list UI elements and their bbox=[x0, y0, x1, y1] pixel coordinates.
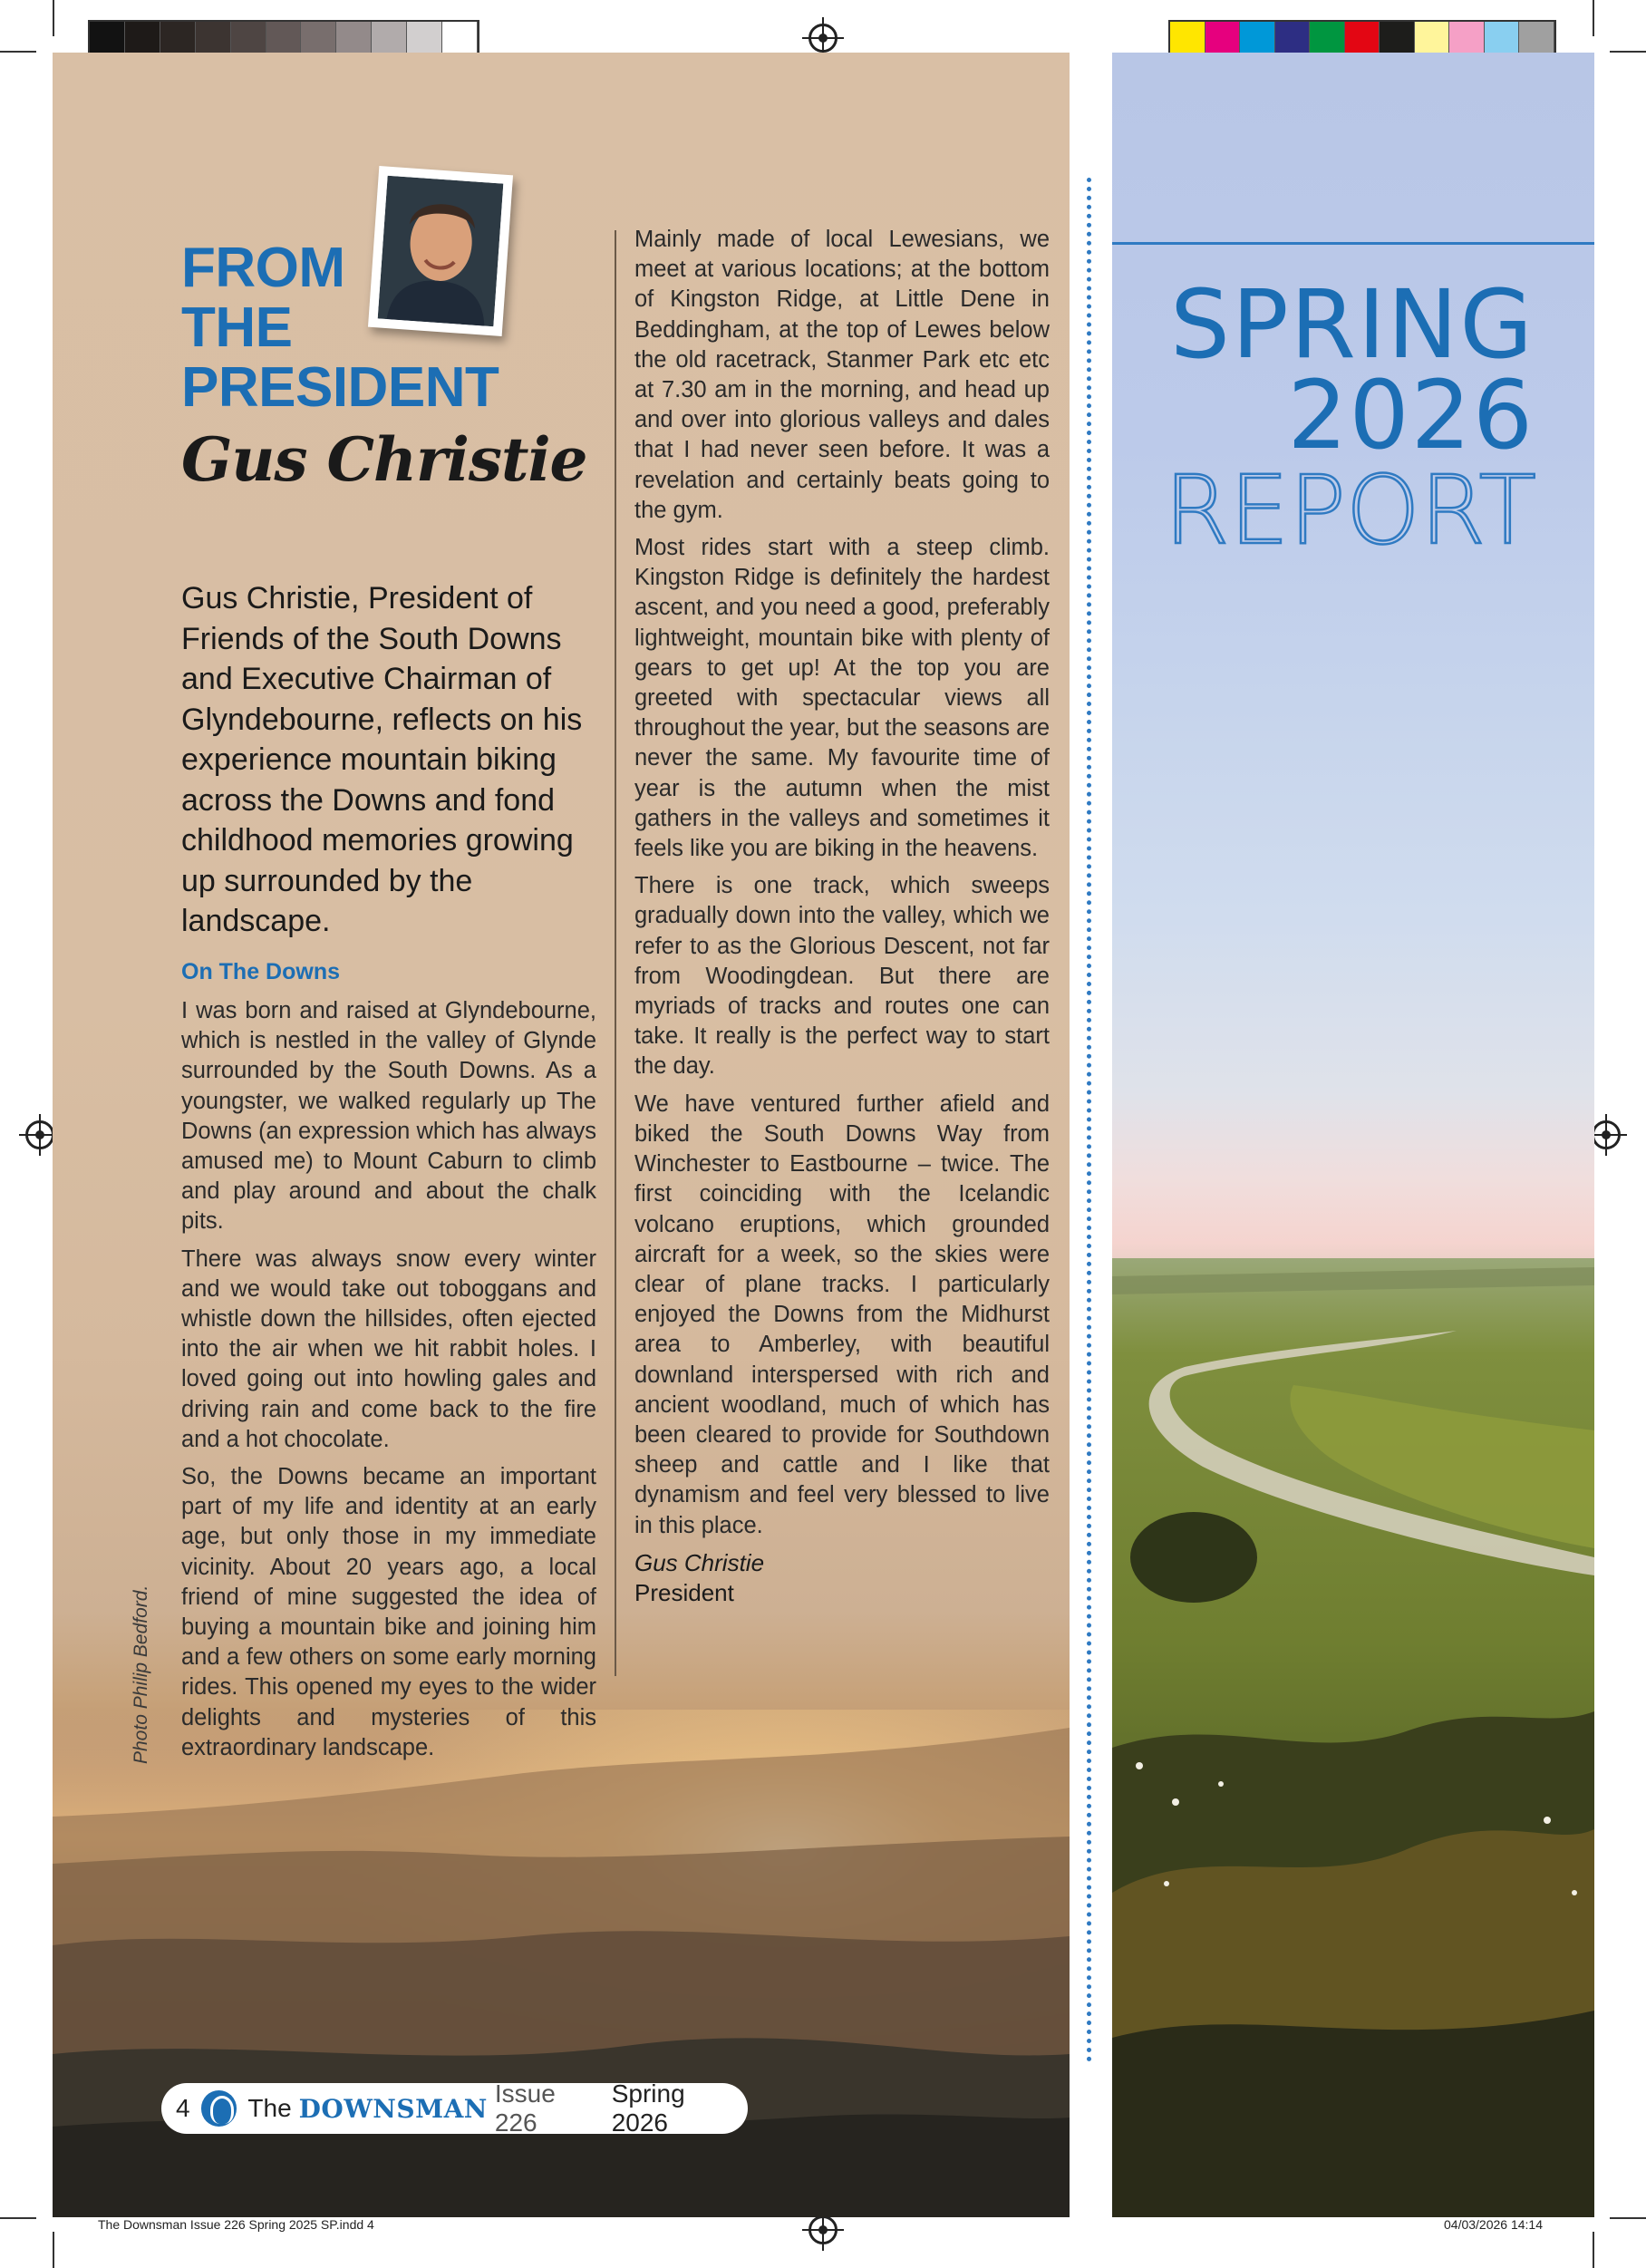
portrait-image bbox=[378, 176, 504, 327]
body-paragraph: I was born and raised at Glyndebourne, which is nestled in the valley of Glynde surrounded by the South Downs. As a youngster, we walked regularly up The Downs (an expression which has always amused me) to Mount Caburn to climb and play around and about the chalk pits. bbox=[181, 998, 596, 1235]
calibration-swatch bbox=[1205, 22, 1241, 54]
calibration-swatch bbox=[336, 22, 372, 54]
crop-mark bbox=[1610, 2217, 1646, 2219]
article-standfirst: Gus Christie, President of Friends of the South Downs and Executive Chairman of Glyndebourne, reflects on his experience mountain biking across the Downs and fond childhood memories growing up surrounded by the landscape. bbox=[181, 581, 583, 938]
title-spring: SPRING bbox=[1169, 269, 1535, 380]
title-report-wrapper bbox=[1164, 455, 1536, 566]
calibration-swatch bbox=[1449, 22, 1485, 54]
calibration-swatch bbox=[1310, 22, 1345, 54]
calibration-swatch bbox=[1519, 22, 1554, 54]
calibration-swatch bbox=[196, 22, 231, 54]
page-dotted-divider bbox=[1087, 178, 1091, 2063]
signoff-role: President bbox=[634, 1578, 734, 1606]
author-signature-name: Gus Christie bbox=[181, 424, 587, 495]
downsman-logo-icon bbox=[201, 2090, 237, 2127]
crop-mark bbox=[1593, 2232, 1594, 2268]
calibration-swatch bbox=[1485, 22, 1520, 54]
calibration-swatch bbox=[90, 22, 125, 54]
registration-mark-icon bbox=[1592, 1120, 1621, 1149]
page-number: 4 bbox=[176, 2094, 190, 2122]
title-year: 2026 bbox=[1287, 360, 1535, 470]
crop-mark bbox=[53, 2232, 54, 2268]
calibration-swatch bbox=[1345, 22, 1380, 54]
calibration-swatch bbox=[442, 22, 478, 54]
body-paragraph: So, the Downs became an important part of my life and identity at an early age, but only those in my immediate vicinity. About 20 years ago, a local friend of mine suggested the idea of buying a mountain bike and joining him and a few others on some early morning rides. This opened my eyes to the wider delights and mysteries of this extraordinary landscape. bbox=[181, 1464, 596, 1760]
footer-issue: Issue 226 bbox=[494, 2079, 556, 2137]
crop-mark bbox=[1610, 51, 1646, 53]
calibration-swatch bbox=[1275, 22, 1311, 54]
body-paragraph: Most rides start with a steep climb. Kingston Ridge is definitely the hardest ascent, and you need a good, preferably lightweight, mountain bike with plenty of gears to get up! At the top you are greeted with spectacular views all throughout the year, but the seasons are never the same. My favourite time of year is the autumn when the mist gathers in the valleys and sometimes it feels like you are biking in the heavens. bbox=[634, 535, 1050, 862]
crop-mark bbox=[0, 51, 36, 53]
page-footer-folio bbox=[161, 2079, 748, 2137]
registration-mark-icon bbox=[808, 24, 838, 53]
body-paragraph: Mainly made of local Lewesians, we meet at various locations; at the bottom of Kingston Ridge, at Little Dene in Beddingham, at the top of Lewes below the old racetrack, Stanmer Park etc etc at 7.30 am in the morning, and head up and over into glorious valleys and dales that I had never seen before. It was a revelation and certainly beats going to the gym. bbox=[634, 227, 1050, 523]
headline-line: PRESIDENT bbox=[181, 356, 499, 419]
slug-filename: The Downsman Issue 226 Spring 2025 SP.indd 4 bbox=[98, 2217, 374, 2232]
body-column-2 bbox=[634, 225, 1050, 1608]
author-portrait-photo bbox=[368, 166, 513, 336]
color-calibration-strip bbox=[1168, 20, 1556, 56]
crop-mark bbox=[0, 2217, 36, 2219]
calibration-swatch bbox=[1415, 22, 1450, 54]
left-page bbox=[53, 53, 1070, 2217]
footer-the: The bbox=[247, 2094, 292, 2122]
calibration-swatch bbox=[160, 22, 196, 54]
calibration-swatch bbox=[407, 22, 442, 54]
section-subheading: On The Downs bbox=[181, 959, 340, 984]
body-paragraph: We have ventured further afield and biked the South Downs Way from Winchester to Eastbourne – twice. The first coinciding with the Icelandic volcano eruptions, which grounded aircraft for a week, so the skies were clear of plane tracks. I particularly enjoyed the Downs from the Midhurst area to Amberley, with beautiful downland interspersed with rich and ancient woodland, much of which has been cleared to provide for Southdown sheep and cattle and I like that dynamism and feel very blessed to live in this place. bbox=[634, 1090, 1050, 1538]
calibration-swatch bbox=[301, 22, 336, 54]
footer-season: Spring 2026 bbox=[611, 2079, 685, 2137]
body-paragraph: There is one track, which sweeps gradually down into the valley, which we refer to as the Glorious Descent, not far from Woodingdean. But there are myriads of tracks and routes one can take. It really is the perfect way to start the day. bbox=[634, 873, 1050, 1080]
headline-line: THE bbox=[181, 296, 293, 359]
slug-timestamp: 04/03/2026 14:14 bbox=[1444, 2217, 1543, 2232]
sunrise-landscape-photo bbox=[53, 1710, 1070, 2217]
calibration-swatch bbox=[372, 22, 407, 54]
right-page bbox=[1112, 53, 1594, 2217]
body-paragraph: There was always snow every winter and we would take out toboggans and whistle down the hillsides, often ejected into the air when we hit rabbit holes. I loved going out into howling gales and driving rain and come back to the fire and a hot chocolate. bbox=[181, 1245, 596, 1452]
body-column-1 bbox=[181, 996, 596, 1770]
crop-mark bbox=[1593, 0, 1594, 36]
calibration-swatch bbox=[1240, 22, 1275, 54]
footer-brand: DOWNSMAN bbox=[298, 2093, 488, 2124]
calibration-swatch bbox=[125, 22, 160, 54]
calibration-swatch bbox=[1380, 22, 1415, 54]
calibration-swatch bbox=[231, 22, 266, 54]
signoff-name: Gus Christie bbox=[634, 1548, 765, 1576]
downs-landscape-photo bbox=[1112, 1258, 1594, 2217]
grayscale-calibration-strip bbox=[88, 20, 479, 56]
title-rule bbox=[1112, 242, 1594, 245]
headline-line: FROM bbox=[181, 237, 345, 299]
registration-mark-icon bbox=[808, 2215, 838, 2244]
calibration-swatch bbox=[1170, 22, 1205, 54]
photo-credit: Photo Philip Bedford. bbox=[131, 1585, 151, 1764]
registration-mark-icon bbox=[25, 1120, 54, 1149]
title-report: REPORT bbox=[1164, 455, 1536, 566]
crop-mark bbox=[53, 0, 54, 36]
calibration-swatch bbox=[266, 22, 302, 54]
section-title bbox=[1169, 269, 1535, 470]
column-divider bbox=[615, 230, 616, 1676]
